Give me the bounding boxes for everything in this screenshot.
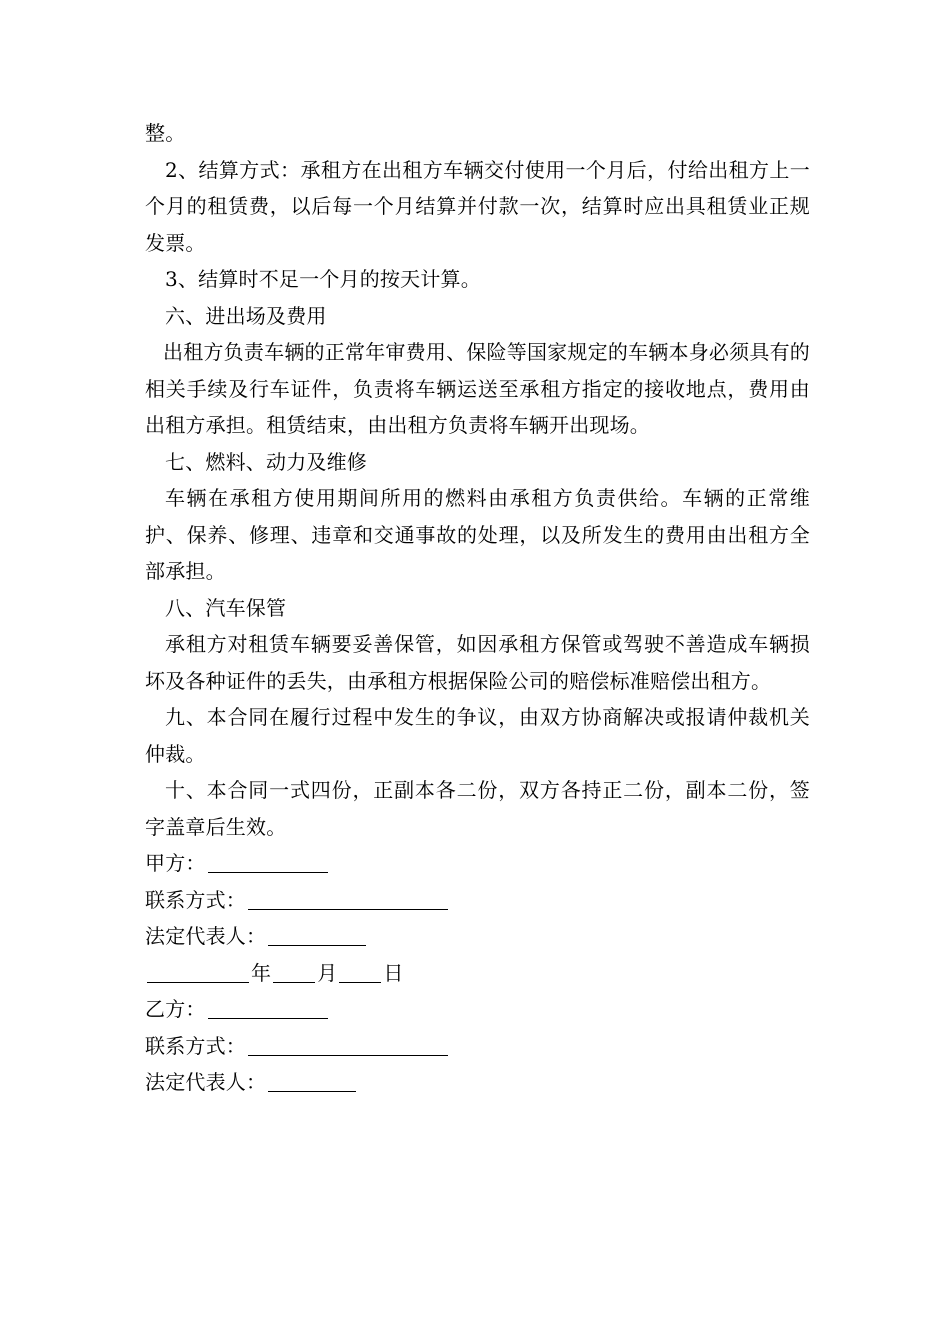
- section-heading-8: 八、汽车保管: [165, 595, 287, 620]
- day-label: 日: [383, 960, 404, 985]
- section-body-8: 承租方对租赁车辆要妥善保管，如因承租方保管或驾驶不善造成车辆损坏及各种证件的丢失，由承租方根据保险公司的赔偿标准赔偿出租方。: [145, 632, 810, 693]
- contact-b-line: [145, 1028, 810, 1065]
- date-line: [145, 955, 810, 992]
- signature-block: [145, 845, 810, 1101]
- year-blank[interactable]: [147, 960, 249, 983]
- legal-rep-b-label: 法定代表人：: [145, 1070, 267, 1094]
- month-blank[interactable]: [273, 960, 315, 983]
- party-b-blank[interactable]: [208, 996, 328, 1019]
- paragraph-continuation: 整。: [145, 121, 186, 145]
- section-10: 十、本合同一式四份，正副本各二份，双方各持正二份，副本二份，签字盖章后生效。: [145, 778, 810, 839]
- legal-rep-a-blank[interactable]: [268, 923, 366, 946]
- section-9: 九、本合同在履行过程中发生的争议，由双方协商解决或报请仲裁机关仲裁。: [145, 705, 810, 766]
- party-b-label: 乙方：: [145, 997, 206, 1021]
- contact-a-blank[interactable]: [248, 887, 448, 910]
- section-heading-6: 六、进出场及费用: [165, 303, 327, 328]
- contact-a-label: 联系方式：: [145, 887, 246, 912]
- document-body: [145, 115, 810, 1101]
- contact-a-line: [145, 882, 810, 919]
- legal-rep-a-label: 法定代表人：: [145, 924, 267, 948]
- legal-rep-a-line: [145, 918, 810, 955]
- day-blank[interactable]: [339, 960, 381, 983]
- party-a-blank[interactable]: [208, 850, 328, 873]
- month-label: 月: [317, 960, 338, 985]
- party-b-line: [145, 991, 810, 1028]
- legal-rep-b-line: [145, 1064, 810, 1101]
- party-a-label: 甲方：: [145, 851, 206, 875]
- party-a-line: [145, 845, 810, 882]
- contact-b-label: 联系方式：: [145, 1033, 246, 1058]
- section-body-6: 出租方负责车辆的正常年审费用、保险等国家规定的车辆本身必须具有的相关手续及行车证件，负责将车辆运送至承租方指定的接收地点，费用由出租方承担。租赁结束，由出租方负责将车辆开出现场。: [145, 340, 810, 437]
- section-heading-7: 七、燃料、动力及维修: [165, 449, 367, 474]
- contact-b-blank[interactable]: [248, 1033, 448, 1056]
- clause-settlement-method: 2、结算方式：承租方在出租方车辆交付使用一个月后，付给出租方上一个月的租赁费，以后每一个月结算并付款一次，结算时应出具租赁业正规发票。: [145, 157, 810, 255]
- year-label: 年: [251, 960, 272, 985]
- legal-rep-b-blank[interactable]: [268, 1069, 356, 1092]
- section-body-7: 车辆在承租方使用期间所用的燃料由承租方负责供给。车辆的正常维护、保养、修理、违章和交通事故的处理，以及所发生的费用由出租方全部承担。: [145, 486, 810, 583]
- clause-partial-month: 3、结算时不足一个月的按天计算。: [165, 267, 481, 291]
